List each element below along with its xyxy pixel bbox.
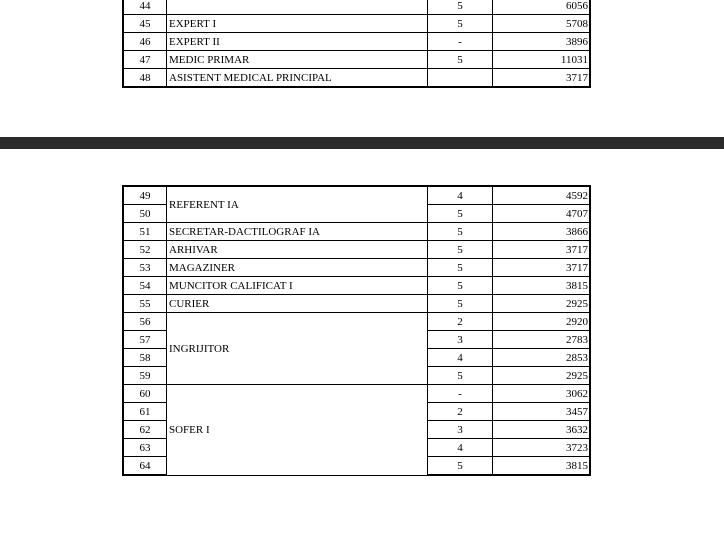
position-name-cell: EXPERT II [167,33,428,51]
table-row [123,15,590,33]
position-name-cell [167,0,428,15]
row-number-cell: 47 [123,51,167,69]
row-number-cell: 55 [123,295,167,313]
grade-cell: 5 [428,15,493,33]
table-row [123,223,590,241]
salary-cell: 2925 [493,367,591,385]
grade-cell: 5 [428,457,493,476]
table-row [123,259,590,277]
row-number-cell: 60 [123,385,167,403]
table-row [123,33,590,51]
salary-cell: 3866 [493,223,591,241]
grade-cell: 5 [428,367,493,385]
grade-cell: 5 [428,0,493,15]
grade-cell: 4 [428,186,493,205]
grade-cell: 5 [428,205,493,223]
position-name-cell: MEDIC PRIMAR [167,51,428,69]
document-page-top [0,0,724,137]
grade-cell: 4 [428,439,493,457]
salary-cell: 4707 [493,205,591,223]
grade-cell: 5 [428,259,493,277]
position-name-cell: SECRETAR-DACTILOGRAF IA [167,223,428,241]
salary-cell: 3723 [493,439,591,457]
position-name-cell: REFERENT IA [167,186,428,223]
table-row [123,385,590,403]
row-number-cell: 45 [123,15,167,33]
table-row [123,295,590,313]
position-name-cell: CURIER [167,295,428,313]
salary-cell: 3717 [493,241,591,259]
grade-cell: 2 [428,403,493,421]
row-number-cell: 44 [123,0,167,15]
salary-cell: 2925 [493,295,591,313]
salary-cell: 2920 [493,313,591,331]
row-number-cell: 64 [123,457,167,476]
position-name-cell: ARHIVAR [167,241,428,259]
row-number-cell: 53 [123,259,167,277]
grade-cell: - [428,33,493,51]
salary-cell: 3632 [493,421,591,439]
grade-cell: 3 [428,421,493,439]
salary-cell: 11031 [493,51,591,69]
table-row [123,241,590,259]
position-name-cell: EXPERT I [167,15,428,33]
salary-table-bottom [122,185,591,476]
grade-cell: 5 [428,223,493,241]
row-number-cell: 52 [123,241,167,259]
grade-cell: 5 [428,241,493,259]
salary-cell: 5708 [493,15,591,33]
grade-cell [428,69,493,88]
position-name-cell: MAGAZINER [167,259,428,277]
position-name-cell: ASISTENT MEDICAL PRINCIPAL [167,69,428,88]
table-row [123,313,590,331]
row-number-cell: 63 [123,439,167,457]
table-row [123,277,590,295]
salary-cell: 3457 [493,403,591,421]
row-number-cell: 50 [123,205,167,223]
salary-cell: 4592 [493,186,591,205]
row-number-cell: 57 [123,331,167,349]
grade-cell: - [428,385,493,403]
grade-cell: 4 [428,349,493,367]
table-row [123,69,590,88]
page-separator [0,137,724,149]
salary-cell: 3717 [493,259,591,277]
salary-cell: 3062 [493,385,591,403]
position-name-cell: INGRIJITOR [167,313,428,385]
salary-cell: 3815 [493,277,591,295]
salary-cell: 3717 [493,69,591,88]
table-row [123,0,590,15]
row-number-cell: 49 [123,186,167,205]
salary-cell: 3896 [493,33,591,51]
row-number-cell: 59 [123,367,167,385]
row-number-cell: 46 [123,33,167,51]
grade-cell: 2 [428,313,493,331]
salary-table-top [122,0,591,88]
row-number-cell: 58 [123,349,167,367]
table-row [123,186,590,205]
row-number-cell: 51 [123,223,167,241]
row-number-cell: 54 [123,277,167,295]
table-row [123,51,590,69]
row-number-cell: 61 [123,403,167,421]
row-number-cell: 56 [123,313,167,331]
grade-cell: 3 [428,331,493,349]
position-name-cell: SOFER I [167,385,428,476]
position-name-cell: MUNCITOR CALIFICAT I [167,277,428,295]
row-number-cell: 48 [123,69,167,88]
document-page-bottom [0,149,724,553]
salary-cell: 6056 [493,0,591,15]
salary-cell: 2853 [493,349,591,367]
grade-cell: 5 [428,51,493,69]
row-number-cell: 62 [123,421,167,439]
salary-cell: 2783 [493,331,591,349]
grade-cell: 5 [428,295,493,313]
grade-cell: 5 [428,277,493,295]
salary-cell: 3815 [493,457,591,476]
